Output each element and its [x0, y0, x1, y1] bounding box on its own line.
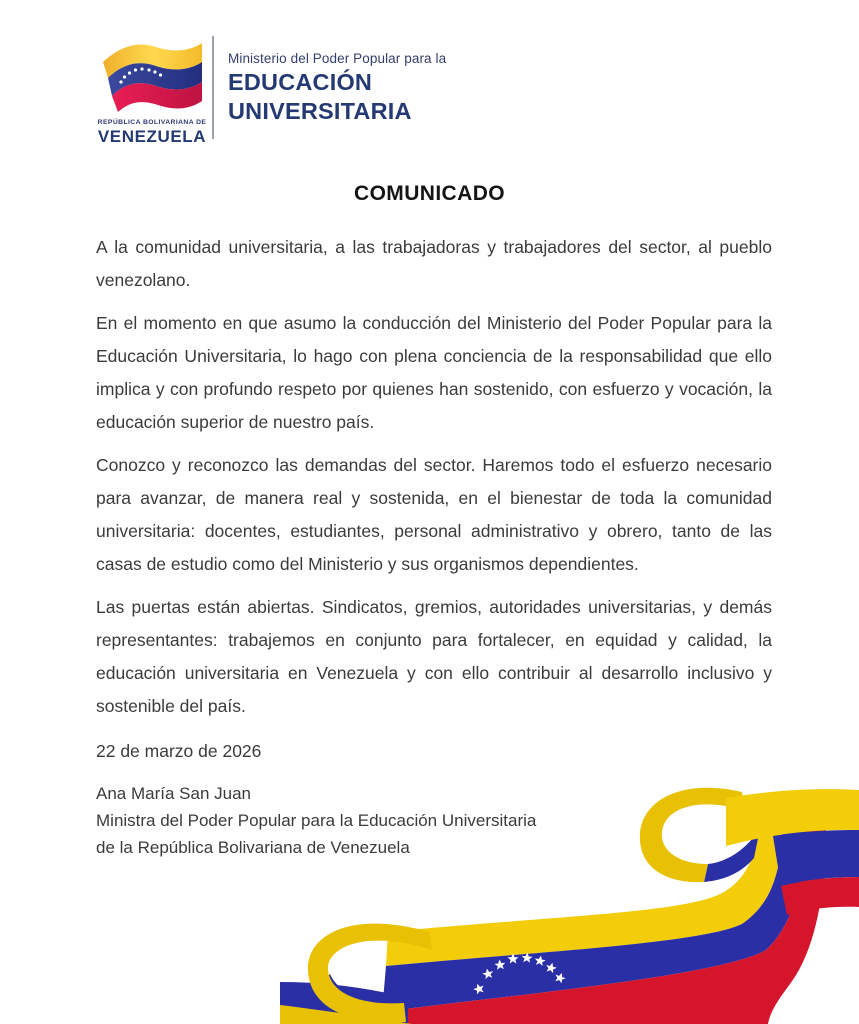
paragraph-salutation: A la comunidad universitaria, a las trabajadoras y trabajadores del sector, al pueblo venezolano.	[96, 237, 772, 290]
ministry-overline: Ministerio del Poder Popular para la	[228, 51, 447, 66]
republic-seal	[96, 38, 208, 147]
document-body	[96, 231, 772, 861]
venezuela-waving-flag-icon	[99, 38, 205, 116]
header	[0, 0, 859, 160]
paragraph-assumption: En el momento en que asumo la conducción del Ministerio del Poder Popular para la Educación Universitaria, lo hago con plena conciencia de la responsabilidad que ello implica y con profundo respeto por quienes han sostenido, con esfuerzo y vocación, la educación superior de nuestro país.	[96, 313, 772, 432]
header-divider	[212, 36, 214, 139]
document-date: 22 de marzo de 2026	[96, 741, 262, 761]
signature-name: Ana María San Juan	[96, 784, 251, 803]
seal-country-name: VENEZUELA	[97, 127, 207, 146]
seal-caption: REPÚBLICA BOLIVARIANA DE	[97, 119, 207, 126]
ministry-name-line1: EDUCACIÓN	[228, 69, 373, 95]
paragraph-demands: Conozco y reconozco las demandas del sector. Haremos todo el esfuerzo necesario para avanzar, de manera real y sostenida, en el bienestar de toda la comunidad universitaria: docentes, estudiantes, personal administrativo y obrero, tanto de las casas de estudio como del Ministerio y sus organismos dependientes.	[96, 455, 772, 574]
ministry-wordmark	[228, 51, 446, 124]
paragraph-open-doors: Las puertas están abiertas. Sindicatos, gremios, autoridades universitarias, y demás representantes: trabajemos en conjunto para fortalecer, en equidad y calidad, la educación universitaria en Venezuela y con ello contribuir al desarrollo inclusivo y sostenible del país.	[96, 597, 772, 716]
venezuela-flag-ribbon	[280, 772, 859, 1024]
document-title: COMUNICADO	[354, 182, 505, 205]
signature-role-line2: de la República Bolivariana de Venezuela	[96, 838, 410, 857]
ministry-name-line2: UNIVERSITARIA	[228, 98, 412, 124]
signature-role-line1: Ministra del Poder Popular para la Educación Universitaria	[96, 811, 537, 830]
